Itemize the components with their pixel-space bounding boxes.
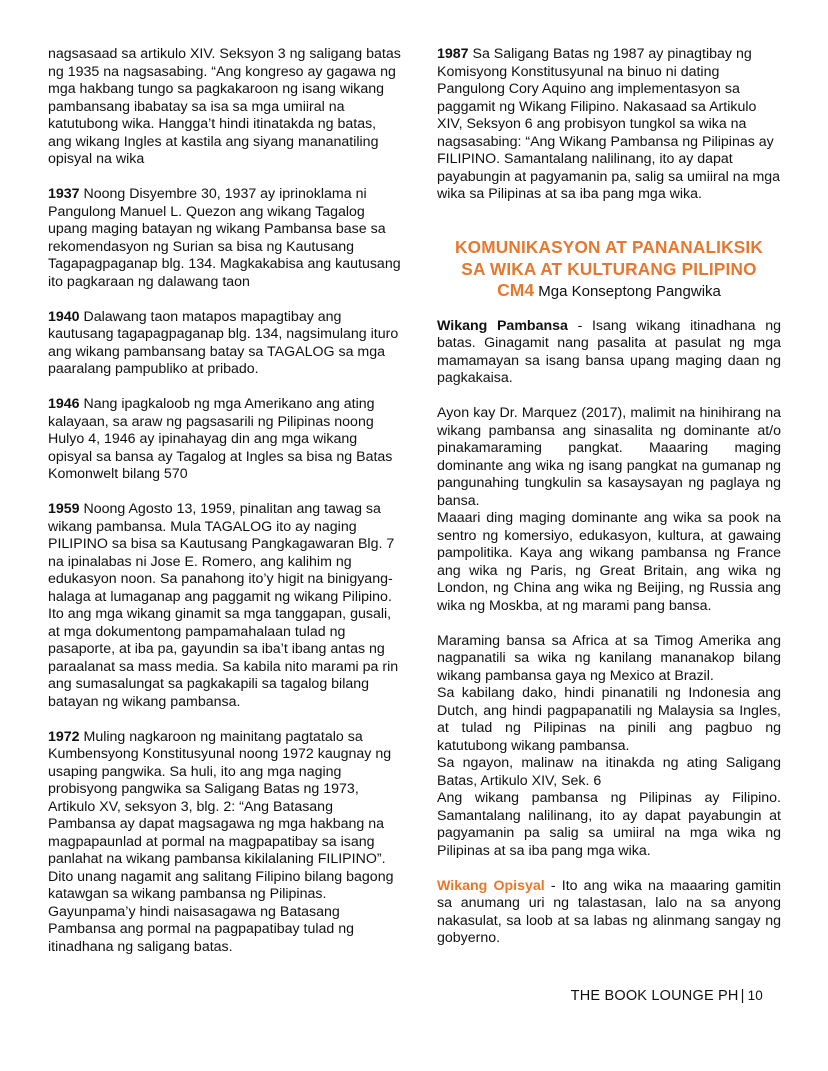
- wikang-opisyal-definition: [437, 878, 781, 948]
- heading-subtitle: [437, 280, 781, 302]
- page-footer: [571, 988, 763, 1004]
- definition-text: - Isang wikang itinadhana ng batas. Ginagamit nang pasalita at pasulat ng mga mamamayan sa isang bansa upang maging daan ng pagkakaisa.: [437, 317, 781, 386]
- module-title: Mga Konseptong Pangwika: [534, 282, 721, 300]
- ngayon-paragraph: Sa ngayon, malinaw na itinakda ng ating Saligang Batas, Artikulo XIV, Sek. 6: [437, 755, 781, 789]
- year-label: 1959: [48, 501, 80, 517]
- year-label: 1940: [48, 308, 80, 325]
- year-label: 1987: [437, 46, 469, 62]
- entry-text: Nang ipagkaloob ng mga Amerikano ang ating kalayaan, sa araw ng pagsasarili ng Pilipinas noong Hulyo 4, 1946 ay ipinahayag din ang mga wikang opisyal sa bansa ay Tagalog at Ingles sa bisa ng Batas Komonwelt bilang 570: [48, 396, 393, 482]
- filipino-paragraph: Ang wikang pambansa ng Pilipinas ay Filipino. Samantalang nalilinang, ito ay dapat payabungin at pagyamanin pa salig sa umiiral na mga wika ng Pilipinas at sa iba pang mga wika.: [437, 790, 781, 859]
- section-heading: [437, 236, 781, 302]
- entry-1940: [48, 309, 403, 379]
- module-code: CM4: [497, 279, 535, 300]
- left-column: [48, 46, 403, 974]
- entry-1937: [48, 186, 403, 291]
- entry-text: Sa Saligang Batas ng 1987 ay pinagtibay ng Komisyong Konstitusyunal na binuo ni dating Pangulong Cory Aquino ang implementasyon sa paggamit ng Wikang Filipino. Nakasaad sa Artikulo XIV, Seksyon 6 ang probisyon tungkol sa wika na nagsasabing: “Ang Wikang Pambansa ng Pilipinas ay FILIPINO. Samantalang nalilinang, ito ay dapat payabungin at pagyamanin pa, salig sa umiiral na mga wika sa Pilipinas at sa iba pang mga wika.: [437, 46, 781, 202]
- right-column: [437, 46, 781, 965]
- marquez-paragraph: Ayon kay Dr. Marquez (2017), malimit na hinihirang na wikang pambansa ang sinasalita ng dominante at/o pinakamaraming pangkat. Maaaring maging dominante ang wika ng isang pangkat na gumanap ng pangunahing tungkulin sa kasaysayan ng paglaya ng bansa.: [437, 405, 781, 509]
- footer-separator: |: [740, 988, 745, 1004]
- year-label: 1946: [48, 396, 80, 412]
- entry-text: Noong Disyembre 30, 1937 ay iprinoklama ni Pangulong Manuel L. Quezon ang wikang Tagalog upang maging batayan ng wikang Pambansa base sa rekomendasyon ng Surian sa bisa ng Kautusang Tagapagpaganap blg. 134. Magkakabisa ang kautusang ito pagkaraan ng dalawang taon: [48, 186, 401, 290]
- dominant-paragraph: Maaari ding maging dominante ang wika sa pook na sentro ng komersiyo, edukasyon, kultura, at gawaing pampolitika. Kaya ang wikang pambansa ng France ang wika ng Paris, ng Great Britain, ang wika ng London, ng China ang wika ng Beijing, ng Russia ang wika ng Moskba, at ng marami pang bansa.: [437, 510, 781, 614]
- page-number: 10: [747, 988, 763, 1003]
- africa-paragraph: Maraming bansa sa Africa at sa Timog Amerika ang nagpanatili sa wika ng kanilang mananakop bilang wikang pambansa gaya ng Mexico at Brazil.: [437, 632, 781, 684]
- wikang-pambansa-definition: [437, 318, 781, 388]
- heading-line-1: KOMUNIKASYON AT PANANALIKSIK: [455, 236, 763, 257]
- term-label: Wikang Pambansa: [437, 317, 568, 334]
- entry-1987: [437, 46, 781, 204]
- entry-1972: [48, 729, 403, 957]
- publisher-name: THE BOOK LOUNGE PH: [570, 988, 739, 1004]
- indonesia-paragraph: Sa kabilang dako, hindi pinanatili ng Indonesia ang Dutch, ang hindi pagpapanatili ng Malaysia sa Ingles, at tulad ng Pilipinas na pinili ang pagbuo ng katutubong wikang pambansa.: [437, 685, 781, 754]
- term-label: Wikang Opisyal: [437, 877, 545, 894]
- year-label: 1937: [48, 186, 80, 202]
- intro-paragraph: nagsasaad sa artikulo XIV. Seksyon 3 ng saligang batas ng 1935 na nagsasabing. “Ang kongreso ay gagawa ng mga hakbang tungo sa pagkakaroon ng isang wikang pambansang ibabatay sa isa sa mga umiiral na katutubong wika. Hangga’t hindi itinatakda ng batas, ang wikang Ingles at kastila ang siyang mananatiling opisyal na wika: [48, 46, 401, 167]
- entry-text: Noong Agosto 13, 1959, pinalitan ang tawag sa wikang pambansa. Mula TAGALOG ito ay naging PILIPINO sa bisa sa Kautusang Pangkagawaran Blg. 7 na ipinalabas ni Jose E. Romero, ang kalihim ng edukasyon noon. Sa panahong ito’y higit na binigyang-halaga at lumaganap ang paggamit ng wikang Pilipino. Ito ang mga wikang ginamit sa mga tanggapan, gusali, at mga dokumentong pampamahalaan tulad ng pasaporte, at iba pa, gayundin sa iba’t ibang antas ng paraalanat sa mass media. Sa kabila nito marami pa rin ang sumasalungat sa pagkakapili sa tagalog bilang batayan ng wikang pambansa.: [48, 501, 399, 710]
- year-label: 1972: [48, 728, 80, 745]
- entry-1959: [48, 501, 403, 711]
- entry-text: Muling nagkaroon ng mainitang pagtatalo sa Kumbensyong Konstitusyunal noong 1972 kaugnay ng usaping pangwika. Sa huli, ito ang mga naging probisyong pangwika sa Saligang Batas ng 1973, Artikulo XV, seksyon 3, blg. 2: “Ang Batasang Pambansa ay dapat magsagawa ng mga hakbang na magpapaunlad at pormal na magpapatibay sa isang panlahat na wikang pambansa kikilalaning FILIPINO”. Dito unang nagamit ang salitang Filipino bilang bagong katawgan sa wikang pambansa ng Pilipinas. Gayunpama’y hindi naisasagawa ng Batasang Pambansa ang pormal na pagpapatibay tulad ng itinadhana ng saligang batas.: [48, 728, 394, 955]
- definition-text: - Ito ang wika na maaaring gamitin sa anumang uri ng talastasan, lalo na sa anyong nakasulat, sa loob at sa labas ng alinmang sangay ng gobyerno.: [437, 877, 781, 946]
- heading-line-2: SA WIKA AT KULTURANG PILIPINO: [461, 258, 757, 279]
- entry-1946: [48, 396, 403, 484]
- entry-text: Dalawang taon matapos mapagtibay ang kautusang tagapagpaganap blg. 134, nagsimulang ituro ang wikang pambansang batay sa TAGALOG sa mga paaralang pampubliko at pribado.: [48, 308, 399, 377]
